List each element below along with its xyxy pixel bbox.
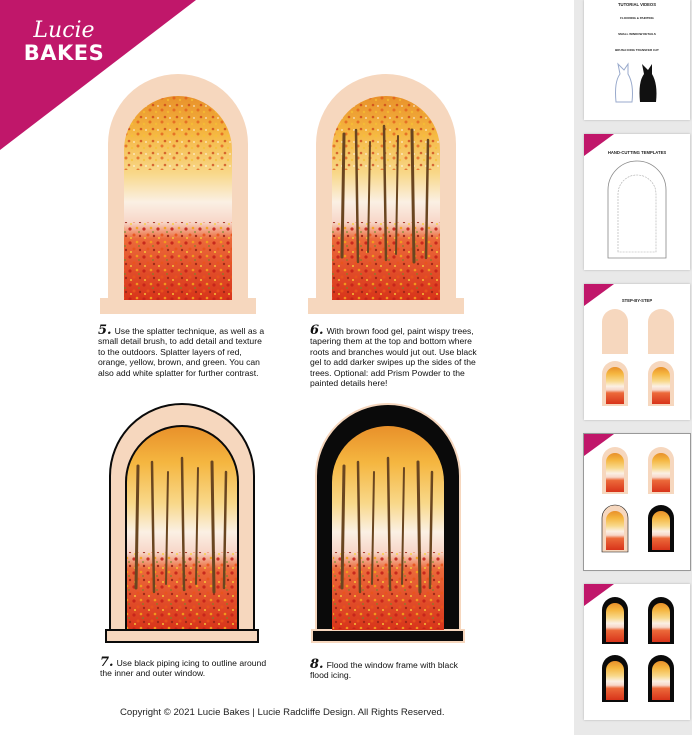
step-6 (310, 323, 490, 389)
brand-name: BAKES (23, 41, 105, 65)
thumb-sub: SMALL WINDOW DETAILS (618, 32, 656, 36)
step-number: 7. (100, 655, 114, 670)
thumb-sub: BRUSH ICING TRANSFER CAT (615, 48, 659, 52)
window-step-5 (100, 72, 256, 318)
cat-icon (612, 62, 664, 106)
step-text: Use black piping icing to outline around the inner and outer window. (100, 658, 267, 679)
step-text: Flood the window frame with black flood icing. (310, 660, 458, 681)
step-number: 6. (310, 323, 324, 338)
step-number: 8. (310, 657, 324, 672)
step-7 (100, 655, 272, 679)
page-thumbnail-2[interactable] (584, 134, 690, 270)
thumb-title: TUTORIAL VIDEOS (617, 2, 656, 7)
page-thumbnail-3[interactable] (584, 284, 690, 420)
brand-logo (22, 20, 106, 64)
step-number: 5. (98, 323, 112, 338)
thumb-title: HAND-CUTTING TEMPLATES (607, 150, 667, 155)
template-outline (604, 160, 670, 260)
page-thumbnail-1[interactable] (584, 0, 690, 120)
thumb-windows (598, 594, 678, 710)
window-step-6 (308, 72, 464, 318)
thumb-windows (598, 306, 678, 410)
thumb-sub: FLOODING & PAINTING (620, 16, 654, 20)
page-thumbnail-4[interactable] (584, 434, 690, 570)
step-text: With brown food gel, paint wispy trees, tapering them at the top and bottom where roots and branches would jut out. Use black gel to add darker swipes up the sides of the trees. Optional: add Prism Powder to the painted details here! (310, 326, 477, 389)
thumb-title: STEP-BY-STEP (621, 298, 653, 303)
page-thumbnail-sidebar[interactable] (574, 0, 692, 735)
window-step-8 (310, 402, 466, 646)
brand-script: Lucie (33, 18, 95, 43)
copyright: Copyright © 2021 Lucie Bakes | Lucie Radcliffe Design. All Rights Reserved. (120, 707, 445, 718)
step-5 (98, 323, 268, 378)
window-step-7 (104, 402, 260, 646)
step-text: Use the splatter technique, as well as a small detail brush, to add detail and texture to the outdoors. Splatter layers of red, orange, yellow, brown, and green. You can also add white splatter for further contrast. (98, 326, 265, 378)
thumb-windows (598, 444, 678, 560)
page-thumbnail-5[interactable] (584, 584, 690, 720)
step-8 (310, 657, 470, 681)
